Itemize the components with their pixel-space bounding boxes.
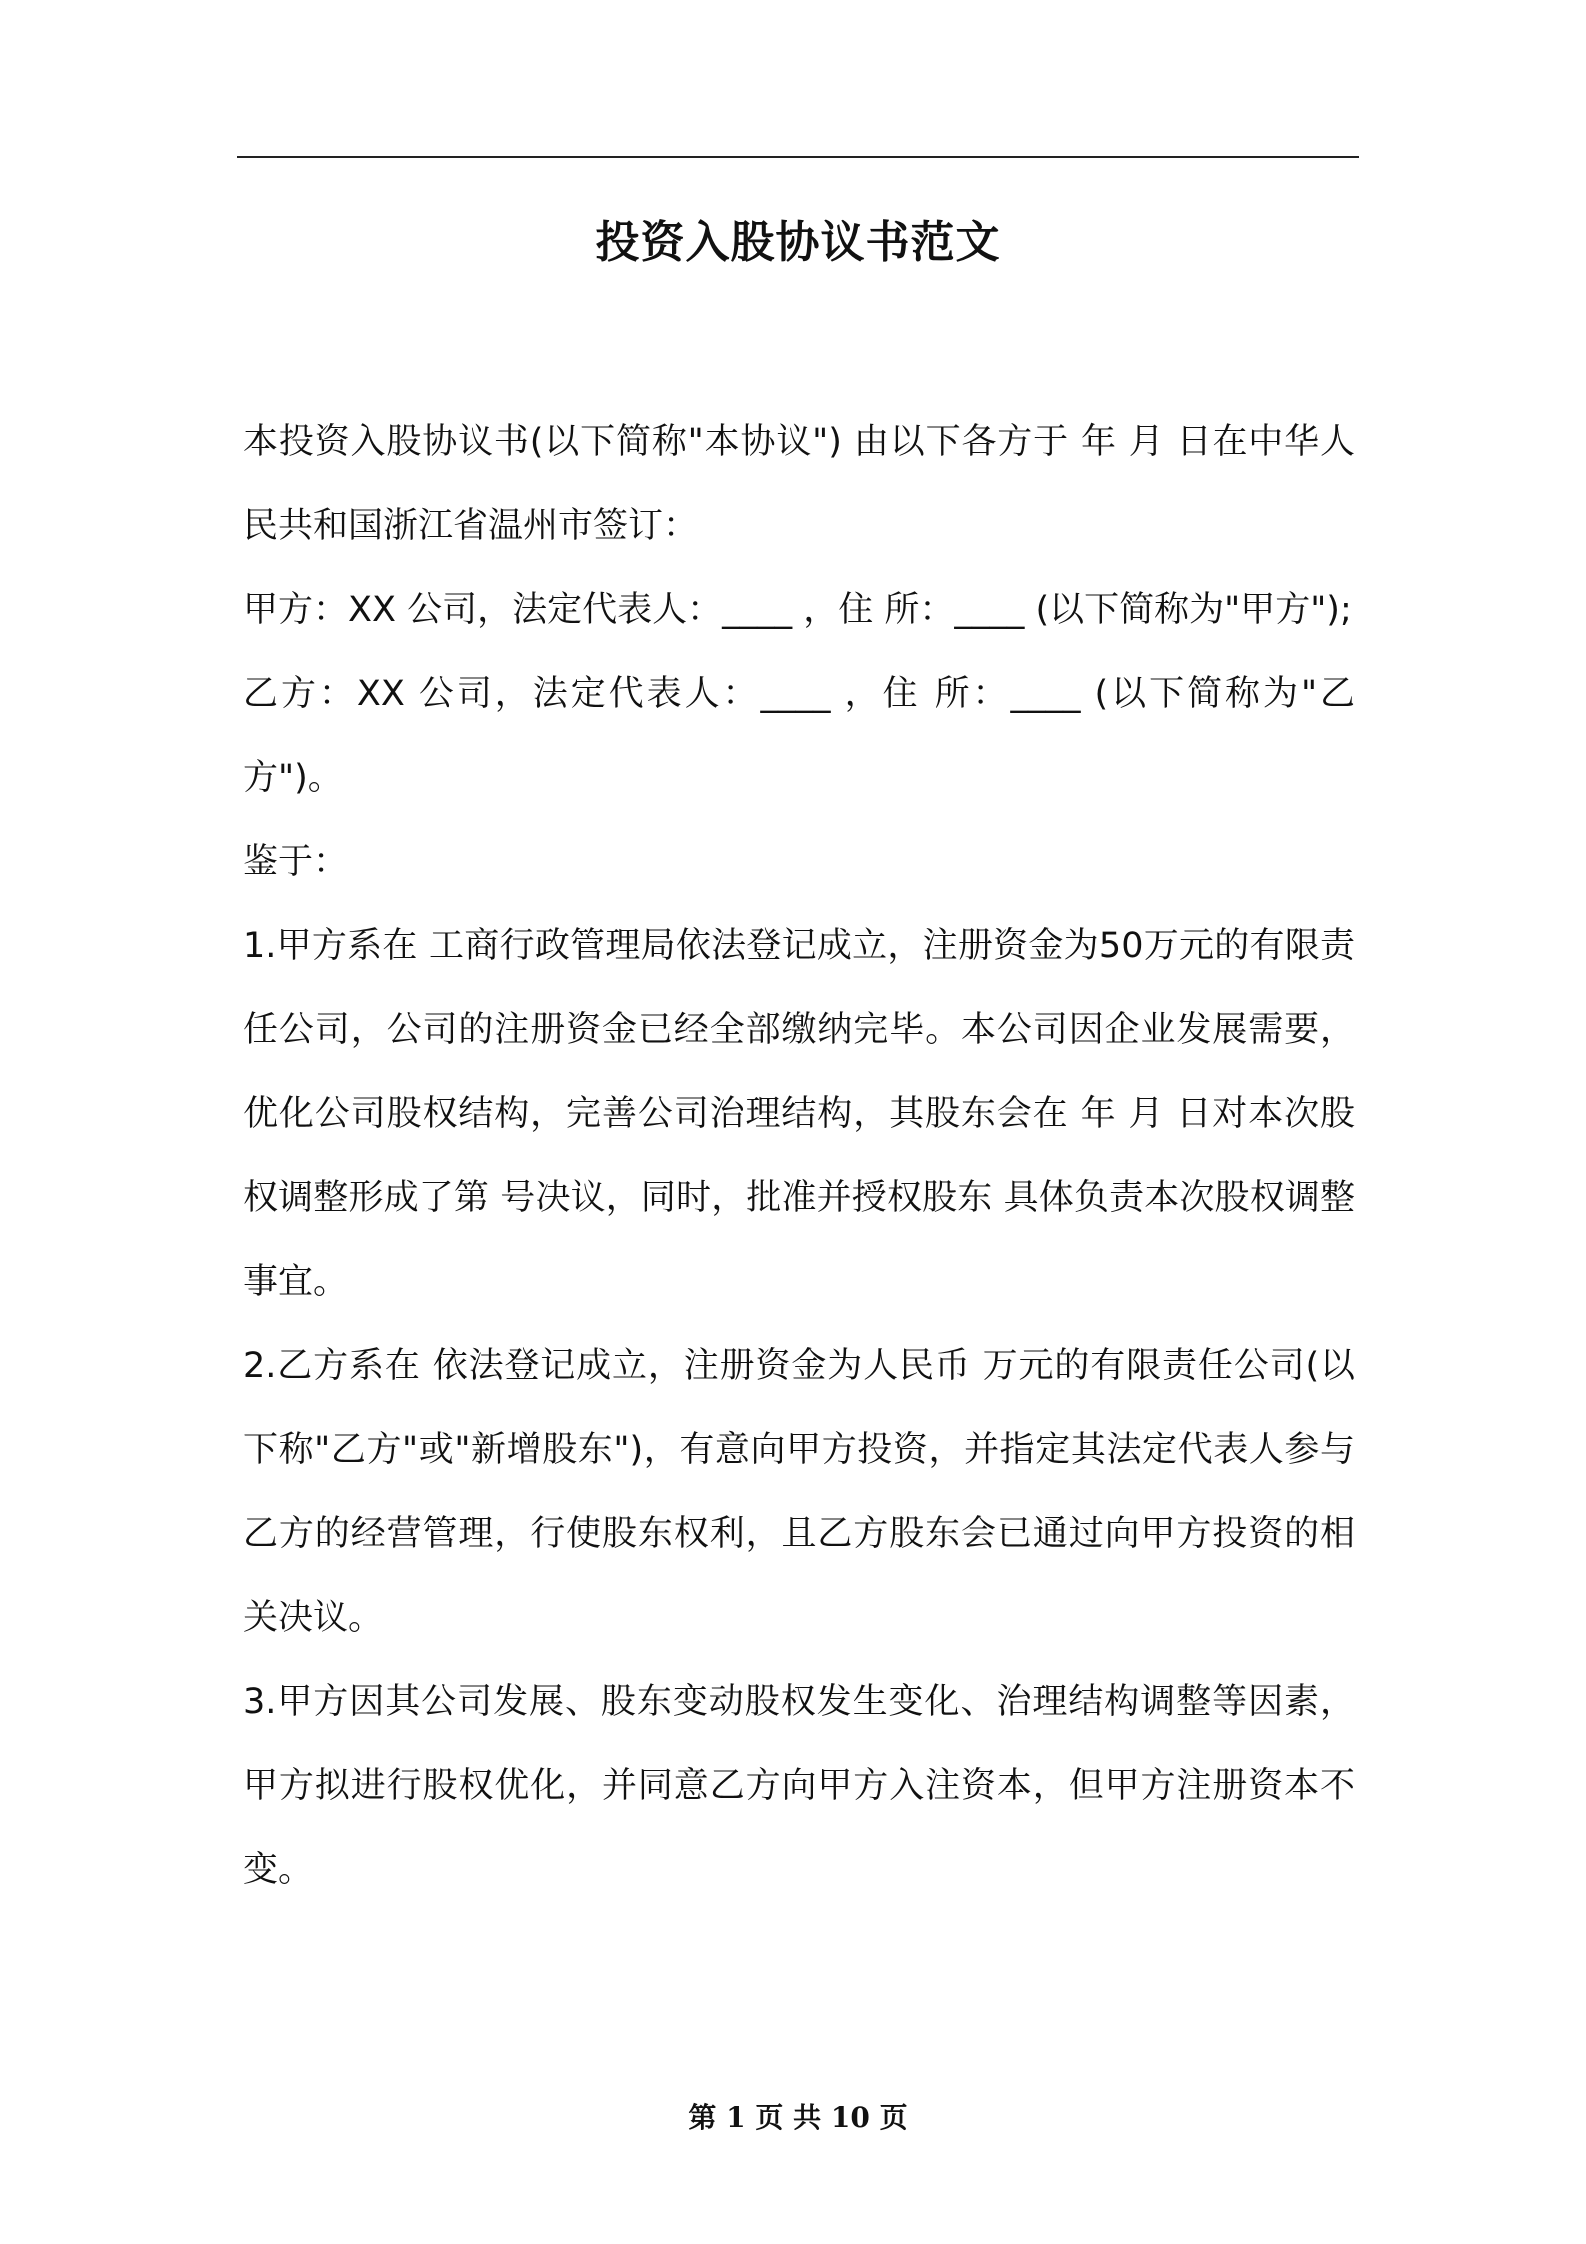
- intro-paragraph: 本投资入股协议书(以下简称"本协议") 由以下各方于 年 月 日在中华人民共和国浙江省温州市签订：: [243, 422, 1355, 546]
- clause-3-paragraph: 3.甲方因其公司发展、股东变动股权发生变化、治理结构调整等因素，甲方拟进行股权优化，并同意乙方向甲方入注资本，但甲方注册资本不变。: [243, 1682, 1355, 1890]
- document-body: [243, 400, 1355, 1912]
- header-rule: [237, 156, 1359, 158]
- clause-1-paragraph: 1.甲方系在 工商行政管理局依法登记成立，注册资金为50万元的有限责任公司，公司的注册资金已经全部缴纳完毕。本公司因企业发展需要，优化公司股权结构，完善公司治理结构，其股东会在 年 月 日对本次股权调整形成了第 号决议，同时，批准并授权股东 具体负责本次股权调整事宜。: [243, 926, 1355, 1302]
- clause-2-paragraph: 2.乙方系在 依法登记成立，注册资金为人民币 万元的有限责任公司(以下称"乙方"或"新增股东")，有意向甲方投资，并指定其法定代表人参与乙方的经营管理，行使股东权利，且乙方股东会已通过向甲方投资的相关决议。: [243, 1346, 1355, 1638]
- party-a-paragraph: 甲方：XX 公司，法定代表人：____ ，住 所：____ (以下简称为"甲方");: [243, 590, 1352, 630]
- page-number: 第 1 页 共 10 页: [688, 2101, 908, 2134]
- document-title: 投资入股协议书范文: [595, 217, 1001, 268]
- whereas-heading: 鉴于：: [243, 842, 349, 882]
- party-b-paragraph: 乙方：XX 公司，法定代表人：____ ，住 所：____ (以下简称为"乙方")。: [243, 674, 1355, 798]
- page-footer: [237, 2098, 1359, 2138]
